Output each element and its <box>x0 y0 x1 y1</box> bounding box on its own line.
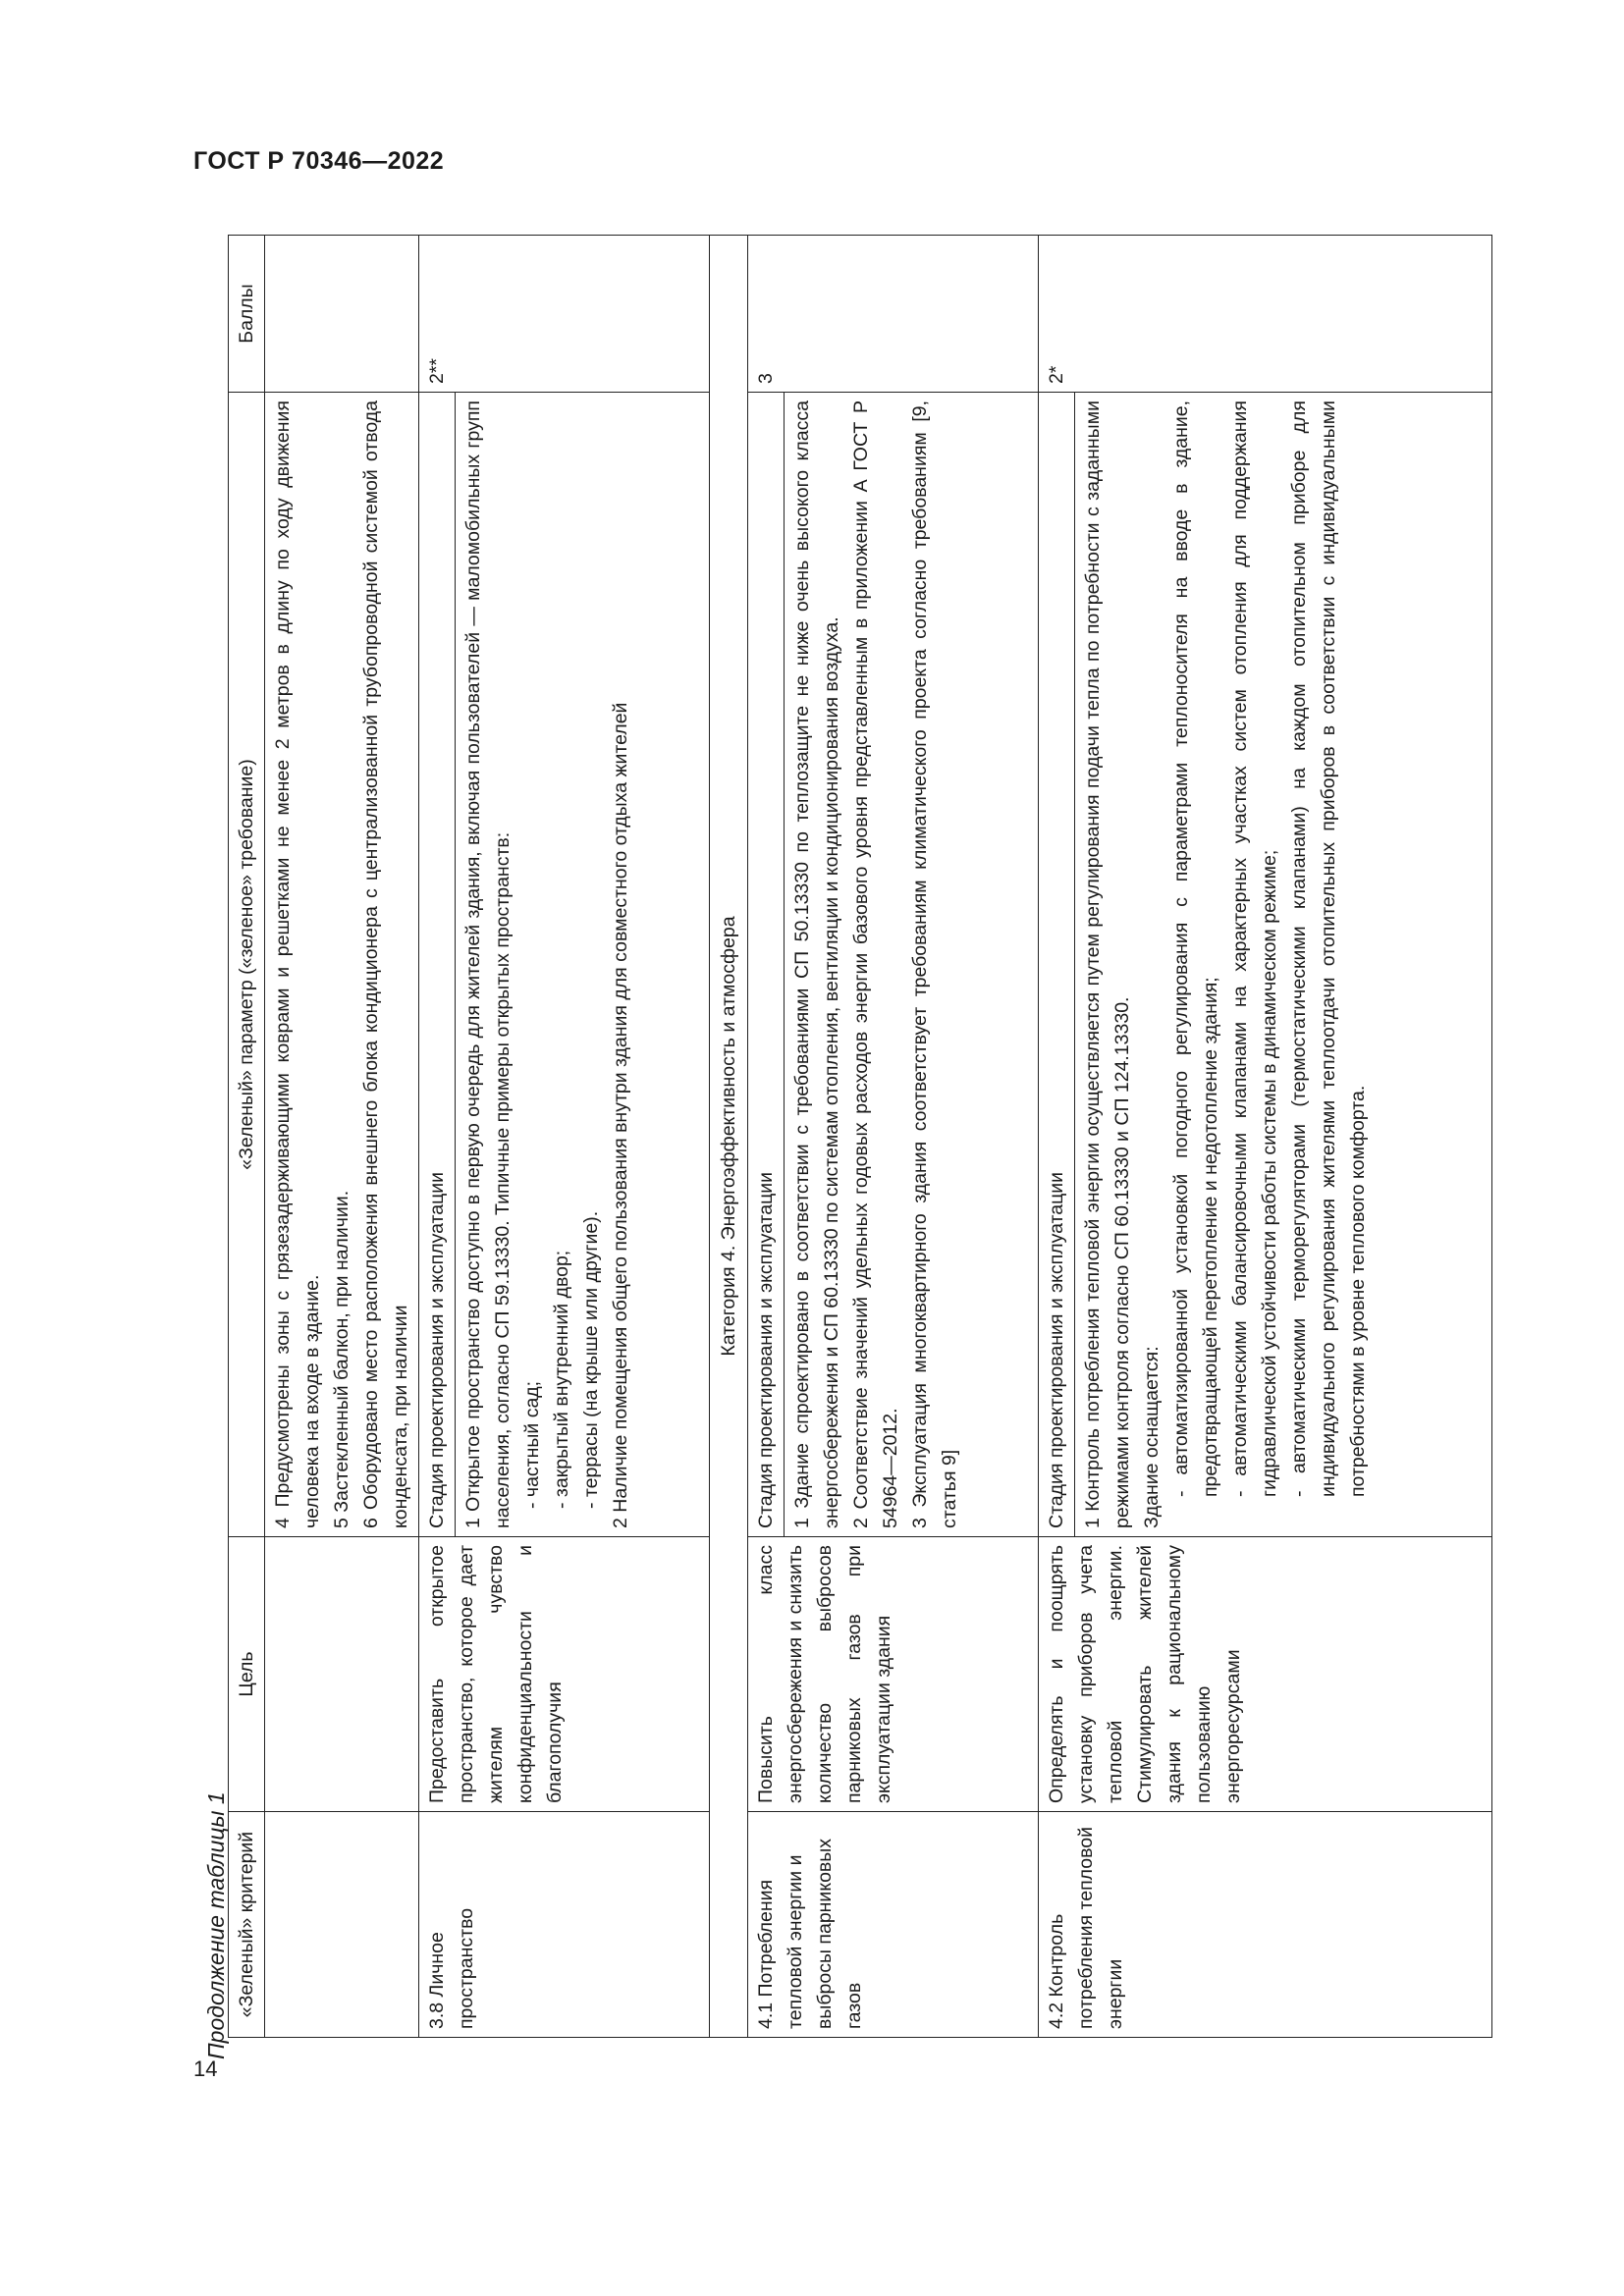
col-header-criterion: «Зеленый» критерий <box>229 1812 265 2038</box>
list-item: - террасы (на крыше или другие). <box>580 1210 602 1509</box>
parameter-item: Здание оснащается: <box>1140 1346 1163 1528</box>
list-item: - закрытый внутренний двор; <box>551 1250 572 1509</box>
cell-criterion: 4.2 Контроль потребления тепловой энергии <box>1038 1812 1491 2038</box>
parameter-item: 2 Соответствие значений удельных годовых расходов энергии базового уровня представленным в приложении А ГОСТ Р 54964—2012. <box>849 400 901 1528</box>
list-item: - частный сад; <box>521 1380 543 1509</box>
page-number: 14 <box>193 2056 218 2081</box>
list-item: - автоматическими балансировочными клапанами на характерных участках систем отопления для поддержания гидравлической устойчивости работы системы в динамическом режиме; <box>1228 400 1280 1497</box>
cell-points: 2** <box>419 236 710 393</box>
cell-goal-empty <box>265 1537 419 1812</box>
parameter-item: 2 Наличие помещения общего пользования внутри здания для совместного отдыха жителей <box>610 702 631 1528</box>
col-header-goal: Цель <box>229 1537 265 1812</box>
cell-parameter <box>784 393 1038 1537</box>
cell-criterion: 4.1 Потребления тепловой энергии и выбросы парниковых газов <box>747 1812 1038 2038</box>
list-item: - автоматическими терморегуляторами (термостатическими клапанами) на каждом отопительном приборе для индивидуального регулирования жителями теплоотдачи отопительных приборов в соответствии с индивидуальными потребностями в уровне теплового комфорта. <box>1287 400 1369 1497</box>
criteria-table <box>228 235 1492 2038</box>
cell-criterion-empty <box>265 1812 419 2038</box>
parameter-item: 3 Эксплуатация многоквартирного здания соответствует требованиям климатического проекта согласно требованиям [9, статья 9] <box>908 400 960 1528</box>
category-title: Категория 4. Энергоэффективность и атмосфера <box>709 236 747 2038</box>
cell-stage: Стадия проектирования и эксплуатации <box>747 393 784 1537</box>
table-row-3-8-stage <box>419 236 456 2038</box>
cell-parameter <box>265 393 419 1537</box>
cell-goal: Определять и поощрять установку приборов учета тепловой энергии. Стимулировать жителей здания к рациональному пользованию энергоресурсами <box>1038 1537 1491 1812</box>
parameter-item: 1 Контроль потребления тепловой энергии осуществляется путем регулирования подачи тепла по потребности с заданными режимами контроля согласно СП 60.13330 и СП 124.13330. <box>1081 400 1133 1528</box>
cell-criterion: 3.8 Личное пространство <box>419 1812 710 2038</box>
table-row-continued <box>265 236 419 2038</box>
cell-parameter <box>456 393 710 1537</box>
parameter-item: 1 Здание спроектировано в соответствии с требованиями СП 50.13330 по теплозащите не ниже очень высокого класса энергосбережения и СП 60.13330 по системам отопления, вентиляции и кондиционирования воздуха. <box>790 400 842 1528</box>
cell-goal: Предоставить открытое пространство, которое дает жителям чувство конфиденциальности и благополучия <box>419 1537 710 1812</box>
cell-stage: Стадия проектирования и эксплуатации <box>419 393 456 1537</box>
parameter-item: 6 Оборудовано место расположения внешнего блока кондиционера с централизованной трубопроводной системой отвода конденсата, при наличии <box>360 400 411 1528</box>
cell-points-empty <box>265 236 419 393</box>
cell-goal: Повысить класс энергосбережения и снизить количество выбросов парниковых газов при эксплуатации здания <box>747 1537 1038 1812</box>
col-header-points: Баллы <box>229 236 265 393</box>
cell-stage: Стадия проектирования и эксплуатации <box>1038 393 1074 1537</box>
document-header: ГОСТ Р 70346—2022 <box>193 147 445 175</box>
rotated-table-container <box>228 236 1492 2038</box>
cell-parameter <box>1074 393 1491 1537</box>
col-header-parameter: «Зеленый» параметр («зеленое» требование) <box>229 393 265 1537</box>
parameter-item: 1 Открытое пространство доступно в первую очередь для жителей здания, включая пользователей — маломобильных групп населения, согласно СП 59.13330. Типичные примеры открытых пространств: <box>462 400 514 1528</box>
parameter-item: 4 Предусмотрены зоны с грязезадерживающими коврами и решетками не менее 2 метров в длину по ходу движения человека на входе в здание. <box>272 400 323 1528</box>
table-caption: Продолжение таблицы 1 <box>203 1791 229 2059</box>
table-header-row <box>229 236 265 2038</box>
cell-points: 2* <box>1038 236 1491 393</box>
table-row-4-2-stage <box>1038 236 1074 2038</box>
list-item: - автоматизированной установкой погодного регулирования с параметрами теплоносителя на вводе в здание, предотвращающей перетопление и недотопление здания; <box>1169 400 1221 1497</box>
parameter-item: 5 Застекленный балкон, при наличии. <box>331 1190 352 1528</box>
category-row <box>709 236 747 2038</box>
table-row-4-1-stage <box>747 236 784 2038</box>
cell-points: 3 <box>747 236 1038 393</box>
